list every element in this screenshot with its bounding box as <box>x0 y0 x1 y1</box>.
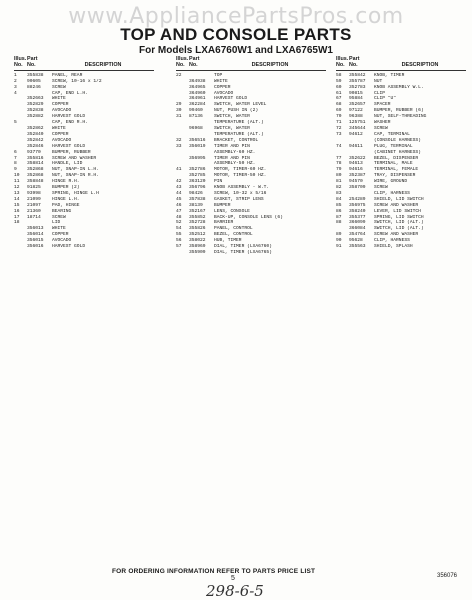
part-description: TERMINAL, MALE <box>374 161 413 167</box>
illus-number: 8 <box>14 161 17 167</box>
illus-number: 88 <box>336 220 342 226</box>
description-header: DESCRIPTION <box>251 62 289 69</box>
part-number: 88246 <box>27 84 41 90</box>
page-subtitle: For Models LXA6760W1 and LXA6765W1 <box>139 45 333 56</box>
part-description: BUMPER, RUBBER <box>52 149 91 155</box>
handwritten-note: 298-6-5 <box>206 582 264 600</box>
illus-number: 73 <box>336 131 342 137</box>
part-number: 364965 <box>189 84 206 90</box>
part-description: HARVEST GOLD <box>52 244 86 250</box>
part-description: SWITCH, WATER <box>214 125 250 131</box>
illus-number: 47 <box>176 208 182 214</box>
part-header: Part <box>349 56 360 62</box>
part-number: 96388 <box>349 114 363 120</box>
part-description: ASSEMBLY-60 HZ. <box>214 149 256 155</box>
part-description: BUMPER, RUBBER (6) <box>374 108 424 114</box>
part-number: 363120 <box>189 179 206 185</box>
illus-number: 83 <box>336 190 342 196</box>
part-number: 93770 <box>27 149 41 155</box>
part-number: 99460 <box>189 108 203 114</box>
illus-number: 45 <box>176 196 182 202</box>
illus-number: 55 <box>176 232 182 238</box>
illus-number: 68 <box>336 102 342 108</box>
column-header <box>176 56 326 71</box>
part-number: 352862 <box>27 125 44 131</box>
part-number: 356796 <box>189 185 206 191</box>
part-description: CLIP <box>374 90 386 96</box>
illus-number: 54 <box>176 226 182 232</box>
part-number: 352657 <box>349 102 366 108</box>
illus-number: 9 <box>14 167 17 173</box>
part-description: SCREW <box>52 214 66 220</box>
part-number: 356013 <box>27 226 44 232</box>
part-number: 21097 <box>27 202 41 208</box>
part-description: KNOB, TIMER <box>374 72 405 78</box>
part-number: 352512 <box>189 232 206 238</box>
part-number: 352829 <box>27 102 44 108</box>
part-number: 355838 <box>27 72 44 78</box>
part-description: CAP, END R.H. <box>52 120 88 126</box>
part-number: 96968 <box>189 125 203 131</box>
illus-number: 67 <box>336 96 342 102</box>
part-description: KNOB ASSEMBLY - W.T. <box>214 185 270 191</box>
part-number: 352868 <box>27 173 44 179</box>
illus-number: 48 <box>176 214 182 220</box>
part-number: 21360 <box>27 208 41 214</box>
part-description: PANEL, CONTROL <box>214 226 253 232</box>
part-description: SCREW AND WASHER <box>52 155 97 161</box>
part-number: 352842 <box>27 137 44 143</box>
parts-column-2 <box>176 56 326 256</box>
part-number: 366099 <box>349 220 366 226</box>
illus-number <box>14 244 27 250</box>
part-description: SCREW AND WASHER <box>374 202 419 208</box>
part-number: 356975 <box>349 202 366 208</box>
part-number: 355852 <box>189 214 206 220</box>
part-description: SHIELD, SPLASH <box>374 244 413 250</box>
description-header: DESCRIPTION <box>84 62 122 69</box>
illus-number: 18 <box>14 220 20 226</box>
illus-number: 61 <box>336 90 342 96</box>
illus-number: 17 <box>14 214 20 220</box>
illus-number: 7 <box>14 155 17 161</box>
part-number: 352786 <box>189 167 206 173</box>
part-number: 355826 <box>189 226 206 232</box>
part-description: TEMPERATURE (ALT.) <box>214 131 264 137</box>
illus-number: 77 <box>336 155 342 161</box>
part-description: HINGE R.H. <box>52 179 80 185</box>
page-number: 5 <box>231 575 235 582</box>
part-description: NUT, SNAP-IN L.H. <box>52 167 99 173</box>
part-number: 352868 <box>27 167 44 173</box>
part-number: 98426 <box>189 190 203 196</box>
part-number: 94616 <box>349 167 363 173</box>
part-description: PANEL, REAR <box>52 72 83 78</box>
part-description: ASSEMBLY-50 HZ. <box>214 161 256 167</box>
ordering-note: FOR ORDERING INFORMATION REFER TO PARTS PRICE LIST <box>112 568 316 575</box>
part-description: NUT, PUSH IN (2) <box>214 108 259 114</box>
part-description: (CONSOLE HARNESS) <box>374 137 421 143</box>
illus-number: 70 <box>336 114 342 120</box>
part-description: COPPER <box>52 131 69 137</box>
part-number: 94570 <box>349 179 363 185</box>
illus-number: 5 <box>14 120 17 126</box>
part-number: 356516 <box>189 137 206 143</box>
part-number: 352840 <box>27 131 44 137</box>
part-number: 358969 <box>189 244 206 250</box>
illus-number: 1 <box>14 72 17 78</box>
part-number: 355563 <box>349 244 366 250</box>
part-description: KNOB ASSEMBLY W.L. <box>374 84 424 90</box>
part-description: MOTOR, TIMER-60 HZ. <box>214 167 267 173</box>
illus-number: 3 <box>14 84 17 90</box>
part-number: 345644 <box>349 125 366 131</box>
part-number: 355909 <box>189 250 206 255</box>
part-description: CAP, END L.H. <box>52 90 88 96</box>
parts-row <box>336 244 466 250</box>
illus-number: 41 <box>176 167 182 173</box>
part-description: HARVEST GOLD <box>52 114 86 120</box>
part-header: Part <box>27 56 38 62</box>
illus-number: 91 <box>336 244 342 250</box>
part-number: 356014 <box>27 232 44 238</box>
part-number: 352882 <box>27 114 44 120</box>
watermark: www.AppliancePartsPros.com <box>68 4 404 29</box>
part-description: LID <box>52 220 61 226</box>
part-number: 94611 <box>349 143 363 149</box>
part-description: BEZEL, DISPENSER <box>374 155 419 161</box>
part-number: 90815 <box>349 90 363 96</box>
part-header-no: No. <box>27 62 36 69</box>
illus-number: 82 <box>336 185 342 191</box>
part-header-no: No. <box>189 62 198 69</box>
illus-number: 31 <box>176 114 182 120</box>
part-number: 352622 <box>349 155 366 161</box>
part-description: SCREW AND WASHER <box>374 232 419 238</box>
illus-number: 78 <box>336 161 342 167</box>
part-description: CLIP "U" <box>374 96 397 102</box>
part-number: 352728 <box>189 220 206 226</box>
column-header <box>14 56 154 71</box>
part-description: MOTOR, TIMER-50 HZ. <box>214 173 267 179</box>
part-number: 91825 <box>27 185 41 191</box>
illus-number: 29 <box>176 102 182 108</box>
part-number: 364938 <box>189 78 206 84</box>
part-description: HUB, TIMER <box>214 238 242 244</box>
illus-number: 56 <box>176 238 182 244</box>
part-number: 18714 <box>27 214 41 220</box>
part-number: 358848 <box>27 179 44 185</box>
part-number: 94613 <box>349 161 363 167</box>
part-description: SCREW, 10-16 x 1/2 <box>52 78 102 84</box>
illus-number: 60 <box>336 84 342 90</box>
illus-number: 72 <box>336 125 342 131</box>
illus-number: 22 <box>176 72 182 78</box>
illus-number: 4 <box>14 90 17 96</box>
part-number: 352783 <box>349 84 366 90</box>
illus-number: 30 <box>176 108 182 114</box>
parts-column-1 <box>14 56 154 250</box>
part-number: 94612 <box>349 131 363 137</box>
part-description: HINGE L.H. <box>52 196 80 202</box>
part-description: BRACKET, CONTROL <box>214 137 259 143</box>
illus-number: 44 <box>176 190 182 196</box>
part-description: SCREW, 10-32 x 5/16 <box>214 190 267 196</box>
part-description: WHITE <box>52 125 66 131</box>
part-description: BEZEL, CONTROL <box>214 232 253 238</box>
part-number: 357838 <box>189 196 206 202</box>
part-header-no: No. <box>349 62 358 69</box>
part-number: 356995 <box>189 155 206 161</box>
illus-number: 89 <box>336 232 342 238</box>
illus-number <box>176 250 189 256</box>
part-description: SPRING, LID SWITCH <box>374 214 424 220</box>
part-description: COPPER <box>52 232 69 238</box>
part-number: 352838 <box>27 108 44 114</box>
part-description: TOP <box>214 72 223 78</box>
part-number: 354764 <box>349 232 366 238</box>
part-number: 95628 <box>349 238 363 244</box>
illus-number: 2 <box>14 78 17 84</box>
part-header: Part <box>189 56 200 62</box>
part-number: 93998 <box>27 190 41 196</box>
part-number: 358709 <box>349 185 366 191</box>
part-description: SHIELD, LID SWITCH <box>374 196 424 202</box>
part-description: PAD, HINGE <box>52 202 80 208</box>
parts-row <box>14 244 154 250</box>
part-description: TIMER AND PIN <box>214 143 250 149</box>
illus-number: 69 <box>336 108 342 114</box>
illus-header-no: No. <box>176 62 185 69</box>
part-description: HARVEST GOLD <box>52 143 86 149</box>
illus-number: 46 <box>176 202 182 208</box>
part-number: 366084 <box>349 226 366 232</box>
part-description: CLIP, HARNESS <box>374 190 410 196</box>
illus-number: 6 <box>14 149 17 155</box>
part-description: DIAL, TIMER (LXA6765) <box>214 250 272 255</box>
part-number: 352387 <box>349 173 366 179</box>
part-description: GASKET, STRIP LENS <box>214 196 264 202</box>
part-description: TIMER AND PIN <box>214 155 250 161</box>
part-number: 125751 <box>349 120 366 126</box>
part-number: 38139 <box>189 202 203 208</box>
part-description: TRAY, DISPENSER <box>374 173 416 179</box>
part-number: 352663 <box>27 96 44 102</box>
part-description: LEVER, LID SWITCH <box>374 208 421 214</box>
part-description: SCREW <box>374 125 388 131</box>
part-description: (CABINET HARNESS) <box>374 149 421 155</box>
part-description: SPACER <box>374 102 391 108</box>
part-description: BEARING <box>52 208 72 214</box>
illus-number: 14 <box>14 196 20 202</box>
part-number: 362284 <box>189 102 206 108</box>
part-description: WHITE <box>52 226 66 232</box>
illus-number: 71 <box>336 120 342 126</box>
illus-number: 86 <box>336 208 342 214</box>
part-number: 355816 <box>27 155 44 161</box>
part-description: NUT, SNAP-IN R.H. <box>52 173 99 179</box>
part-description: DIAL, TIMER (LXA6760) <box>214 244 272 250</box>
illus-number: 87 <box>336 214 342 220</box>
illus-header-no: No. <box>14 62 23 69</box>
illus-number: 33 <box>176 143 182 149</box>
part-description: AVOCADO <box>52 238 72 244</box>
illus-header: Illus. <box>14 56 27 62</box>
part-number: 97122 <box>349 108 363 114</box>
column-header <box>336 56 466 71</box>
parts-column-3 <box>336 56 466 250</box>
part-number: 95884 <box>349 96 363 102</box>
part-description: COPPER <box>52 102 69 108</box>
illus-number: 10 <box>14 173 20 179</box>
illus-header: Illus. <box>176 56 189 62</box>
parts-row <box>176 250 326 256</box>
part-number: 355377 <box>349 214 366 220</box>
illus-number: 43 <box>176 185 182 191</box>
illus-number: 80 <box>336 173 342 179</box>
part-number: 352785 <box>189 173 206 179</box>
part-description: COPPER <box>214 84 231 90</box>
part-description: SWITCH, LID (ALT.) <box>374 226 424 232</box>
part-number: 364961 <box>189 96 206 102</box>
illus-number: 79 <box>336 167 342 173</box>
illus-number: 81 <box>336 179 342 185</box>
part-number: 358022 <box>189 238 206 244</box>
part-description: AVOCADO <box>52 108 72 114</box>
part-description: SWITCH, WATER <box>214 114 250 120</box>
part-description: BARRIER <box>214 220 234 226</box>
part-description: WASHER <box>374 120 391 126</box>
illus-number: 16 <box>14 208 20 214</box>
illus-number: 84 <box>336 196 342 202</box>
illus-number: 90 <box>336 238 342 244</box>
part-description: TEMPERATURE (ALT.) <box>214 120 264 126</box>
part-description: HARVEST GOLD <box>214 96 248 102</box>
part-description: AVOCADO <box>214 90 234 96</box>
part-description: PIN <box>214 179 223 185</box>
part-number: 352846 <box>27 143 44 149</box>
part-description: TERMINAL, FEMALE <box>374 167 419 173</box>
illus-number: 59 <box>336 78 342 84</box>
part-description: AVOCADO <box>52 137 72 143</box>
illus-number: 12 <box>14 185 20 191</box>
part-number: 87136 <box>189 114 203 120</box>
part-description: SCREW <box>374 185 388 191</box>
part-description: SPRING, HINGE L.H <box>52 190 99 196</box>
part-description: CAP, TERMINAL <box>374 131 410 137</box>
part-number: 21099 <box>27 196 41 202</box>
part-description: CLIP, HARNESS <box>374 238 410 244</box>
part-description: HANDLE, LID <box>52 161 83 167</box>
part-number: 356016 <box>27 244 44 250</box>
part-number: 356019 <box>189 143 206 149</box>
part-description: SWITCH, WATER LEVEL <box>214 102 267 108</box>
part-number: 90605 <box>27 78 41 84</box>
part-description: SCREW <box>52 84 66 90</box>
part-number: 254289 <box>349 196 366 202</box>
illus-number: 32 <box>176 137 182 143</box>
illus-number: 52 <box>176 220 182 226</box>
part-description: NUT, SELF-THREADING <box>374 114 427 120</box>
illus-header: Illus. <box>336 56 349 62</box>
description-header: DESCRIPTION <box>401 62 439 69</box>
part-number: 356015 <box>27 238 44 244</box>
part-description: WHITE <box>52 96 66 102</box>
part-description: BUMPER (2) <box>52 185 80 191</box>
illus-header-no: No. <box>336 62 345 69</box>
illus-number: 11 <box>14 179 20 185</box>
part-number: 358240 <box>349 208 366 214</box>
part-description: WIRE, GROUND <box>374 179 408 185</box>
part-number: 364960 <box>189 90 206 96</box>
part-description: BUMPER <box>214 202 231 208</box>
part-description: WHITE <box>214 78 228 84</box>
illus-number: 85 <box>336 202 342 208</box>
illus-number: 42 <box>176 179 182 185</box>
illus-number: 58 <box>336 72 342 78</box>
part-description: BACK-UP, CONSOLE LENS (6) <box>214 214 283 220</box>
illus-number: 13 <box>14 190 20 196</box>
page-title: TOP AND CONSOLE PARTS <box>120 25 352 44</box>
part-number: 352167 <box>189 208 206 214</box>
part-description: PLUG, TERMINAL <box>374 143 413 149</box>
part-description: NUT <box>374 78 383 84</box>
part-description: LENS, CONSOLE <box>214 208 250 214</box>
part-number: 358814 <box>27 161 44 167</box>
illus-number: 15 <box>14 202 20 208</box>
part-number: 355787 <box>349 78 366 84</box>
part-description: SWITCH, LID (ALT.) <box>374 220 424 226</box>
illus-number: 74 <box>336 143 342 149</box>
part-number: 355842 <box>349 72 366 78</box>
document-number: 356076 <box>437 573 458 579</box>
illus-number: 57 <box>176 244 182 250</box>
